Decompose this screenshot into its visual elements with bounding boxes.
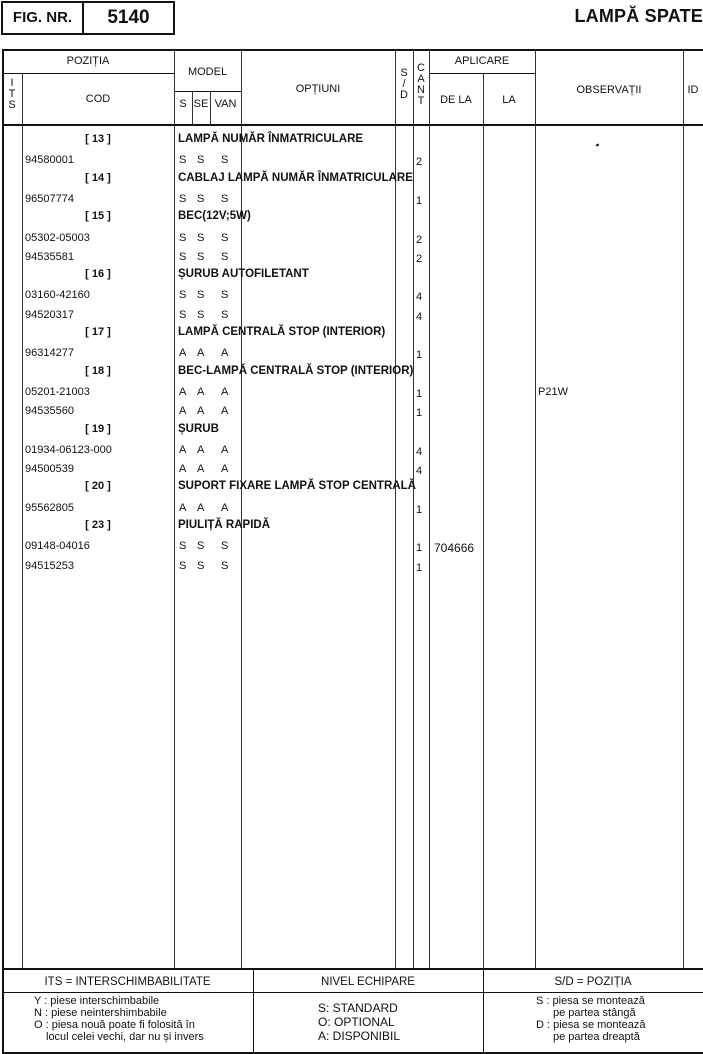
header-pozitia: POZIȚIA — [66, 55, 110, 67]
header-cant-char: C — [417, 62, 425, 74]
model-van-value: A — [221, 385, 229, 398]
part-code: 94535581 — [25, 250, 74, 263]
part-description: ȘURUB — [178, 422, 219, 435]
quantity-value: 2 — [416, 252, 423, 265]
legend-sd-line: S : piesa se montează — [536, 995, 645, 1007]
position-number: [ 17 ] — [85, 326, 111, 338]
model-van-value: S — [221, 231, 229, 244]
header-optiuni: OPȚIUNI — [295, 83, 341, 95]
table-left-border — [2, 49, 4, 1054]
model-van-value: A — [221, 501, 229, 514]
page-title: LAMPĂ SPATE — [574, 6, 703, 26]
legend-sd-line: pe partea dreaptă — [553, 1031, 640, 1043]
quantity-value: 2 — [416, 156, 423, 169]
header-bottom-border — [2, 124, 703, 126]
model-s-value: S — [179, 231, 187, 244]
header-model-se: SE — [193, 98, 209, 110]
part-code: 94580001 — [25, 154, 74, 167]
model-van-value: S — [221, 154, 229, 167]
model-s-value: A — [179, 347, 187, 360]
part-description: BEC-LAMPĂ CENTRALĂ STOP (INTERIOR) — [178, 364, 414, 377]
model-se-value: A — [197, 385, 205, 398]
body-bottom-border — [2, 968, 703, 970]
header-model-van: VAN — [214, 98, 237, 110]
legend-nivel-line: A: DISPONIBIL — [318, 1029, 401, 1043]
model-s-value: A — [179, 385, 187, 398]
model-se-value: S — [197, 540, 205, 553]
model-s-value: A — [179, 405, 187, 418]
model-se-value: A — [197, 347, 205, 360]
quantity-value: 4 — [416, 310, 423, 323]
quantity-value: 4 — [416, 445, 423, 458]
observation-value: P21W — [538, 385, 568, 398]
header-model: MODEL — [187, 66, 228, 78]
part-code: 03160-42160 — [25, 289, 90, 302]
part-description: CABLAJ LAMPĂ NUMĂR ÎNMATRICULARE — [178, 171, 413, 184]
quantity-value: 1 — [416, 561, 423, 574]
col-line-la — [535, 49, 536, 968]
quantity-value: 1 — [416, 194, 423, 207]
quantity-value: 1 — [416, 387, 423, 400]
model-se-value: S — [197, 154, 205, 167]
part-code: 96507774 — [25, 192, 74, 205]
quantity-value: 2 — [416, 233, 423, 246]
header-sd-char: / — [402, 78, 406, 90]
aplicare-divider — [429, 73, 535, 74]
part-code: 01934-06123-000 — [25, 443, 112, 456]
model-se-value: S — [197, 192, 205, 205]
pen-mark — [596, 143, 600, 146]
col-line-cant — [429, 49, 430, 968]
model-van-value: S — [221, 559, 229, 572]
part-code: 05201-21003 — [25, 385, 90, 398]
part-code: 09148-04016 — [25, 540, 90, 553]
legend-sd-line: D : piesa se montează — [536, 1019, 646, 1031]
header-model-s: S — [179, 98, 187, 110]
model-s-value: A — [179, 501, 187, 514]
legend-title-divider — [2, 992, 703, 993]
header-de-la: DE LA — [440, 94, 472, 106]
part-code: 94500539 — [25, 463, 74, 476]
model-van-value: A — [221, 347, 229, 360]
header-its-char: I — [10, 77, 14, 89]
header-cant-char: T — [417, 95, 425, 107]
model-se-value: A — [197, 405, 205, 418]
model-van-value: S — [221, 289, 229, 302]
legend-nivel-line: S: STANDARD — [318, 1001, 398, 1015]
quantity-value: 4 — [416, 291, 423, 304]
model-divider — [174, 91, 241, 92]
model-s-value: A — [179, 443, 187, 456]
position-number: [ 16 ] — [85, 268, 111, 281]
part-code: 94535560 — [25, 405, 74, 418]
model-s-value: S — [179, 559, 187, 572]
col-line-model — [241, 49, 242, 968]
part-code: 94520317 — [25, 308, 74, 321]
model-s-value: S — [179, 289, 187, 302]
quantity-value: 4 — [416, 465, 423, 478]
model-se-value: S — [197, 250, 205, 263]
quantity-value: 1 — [416, 542, 423, 555]
quantity-value: 1 — [416, 349, 423, 362]
model-s-value: S — [179, 250, 187, 263]
model-se-value: A — [197, 443, 205, 456]
part-description: LAMPĂ CENTRALĂ STOP (INTERIOR) — [178, 326, 386, 338]
header-cod: COD — [85, 93, 111, 105]
figure-label: FIG. NR. — [3, 3, 84, 33]
position-number: [ 19 ] — [85, 422, 111, 435]
position-number: [ 15 ] — [85, 210, 111, 223]
figure-number: 5140 — [107, 7, 150, 28]
col-line-sd — [413, 49, 414, 968]
legend-its-line: O : piesa nouă poate fi folosită în — [34, 1019, 195, 1031]
position-number: [ 23 ] — [85, 519, 111, 531]
position-number: [ 14 ] — [85, 171, 111, 184]
header-aplicare: APLICARE — [454, 55, 510, 67]
header-id: ID — [687, 84, 699, 96]
legend-nivel-title: NIVEL ECHIPARE — [321, 976, 415, 988]
quantity-value: 1 — [416, 407, 423, 420]
part-code: 94515253 — [25, 559, 74, 572]
model-van-value: S — [221, 250, 229, 263]
model-s-value: S — [179, 192, 187, 205]
model-se-value: A — [197, 501, 205, 514]
col-line-cod — [174, 49, 175, 968]
part-description: LAMPĂ NUMĂR ÎNMATRICULARE — [178, 133, 364, 145]
header-cant-char: A — [417, 73, 425, 85]
model-van-value: A — [221, 463, 229, 476]
header-sd-char: D — [400, 89, 408, 101]
model-se-value: S — [197, 308, 205, 321]
legend-its-title: ITS = INTERSCHIMBABILITATE — [44, 976, 211, 988]
header-la: LA — [502, 94, 516, 106]
legend-nivel-line: O: OPTIONAL — [318, 1015, 395, 1029]
part-code: 96314277 — [25, 347, 74, 360]
part-code: 05302-05003 — [25, 231, 90, 244]
legend-sd-title: S/D = POZIȚIA — [554, 976, 632, 988]
col-line-optiuni — [395, 49, 396, 968]
position-number: [ 20 ] — [85, 480, 111, 493]
part-code: 95562805 — [25, 501, 74, 514]
col-line-dela — [483, 73, 484, 968]
legend-its-line: Y : piese interschimbabile — [34, 995, 160, 1007]
header-sd-char: S — [400, 67, 408, 79]
header-its-char: T — [8, 88, 16, 100]
model-van-value: S — [221, 192, 229, 205]
header-cant-char: N — [417, 84, 425, 96]
model-van-value: A — [221, 443, 229, 456]
table-top-border — [2, 49, 703, 51]
model-van-value: S — [221, 540, 229, 553]
figure-number-box — [1, 1, 175, 35]
part-description: ȘURUB AUTOFILETANT — [178, 268, 309, 281]
legend-sd-line: pe partea stângă — [553, 1007, 636, 1019]
legend-its-line: N : piese neintershimbabile — [34, 1007, 167, 1019]
position-number: [ 18 ] — [85, 364, 111, 377]
header-its-char: S — [8, 99, 16, 111]
model-s-value: S — [179, 308, 187, 321]
model-van-value: S — [221, 308, 229, 321]
model-se-value: A — [197, 463, 205, 476]
model-s-value: S — [179, 540, 187, 553]
apply-from-value: 704666 — [434, 541, 475, 556]
header-sd — [395, 68, 413, 101]
header-its — [2, 78, 22, 111]
part-description: SUPORT FIXARE LAMPĂ STOP CENTRALĂ — [178, 480, 416, 493]
model-se-value: S — [197, 559, 205, 572]
part-description: PIULIȚĂ RAPIDĂ — [178, 519, 270, 531]
pozitia-divider — [2, 73, 174, 74]
part-description: BEC(12V;5W) — [178, 210, 251, 223]
model-se-value: S — [197, 231, 205, 244]
legend-its-line: locul celei vechi, dar nu și invers — [46, 1031, 204, 1043]
model-van-value: A — [221, 405, 229, 418]
model-s-value: A — [179, 463, 187, 476]
position-number: [ 13 ] — [85, 133, 111, 145]
model-se-value: S — [197, 289, 205, 302]
quantity-value: 1 — [416, 503, 423, 516]
header-observatii: OBSERVAȚII — [576, 84, 642, 96]
col-line-observatii — [683, 49, 684, 968]
model-s-value: S — [179, 154, 187, 167]
header-cant — [413, 63, 429, 107]
